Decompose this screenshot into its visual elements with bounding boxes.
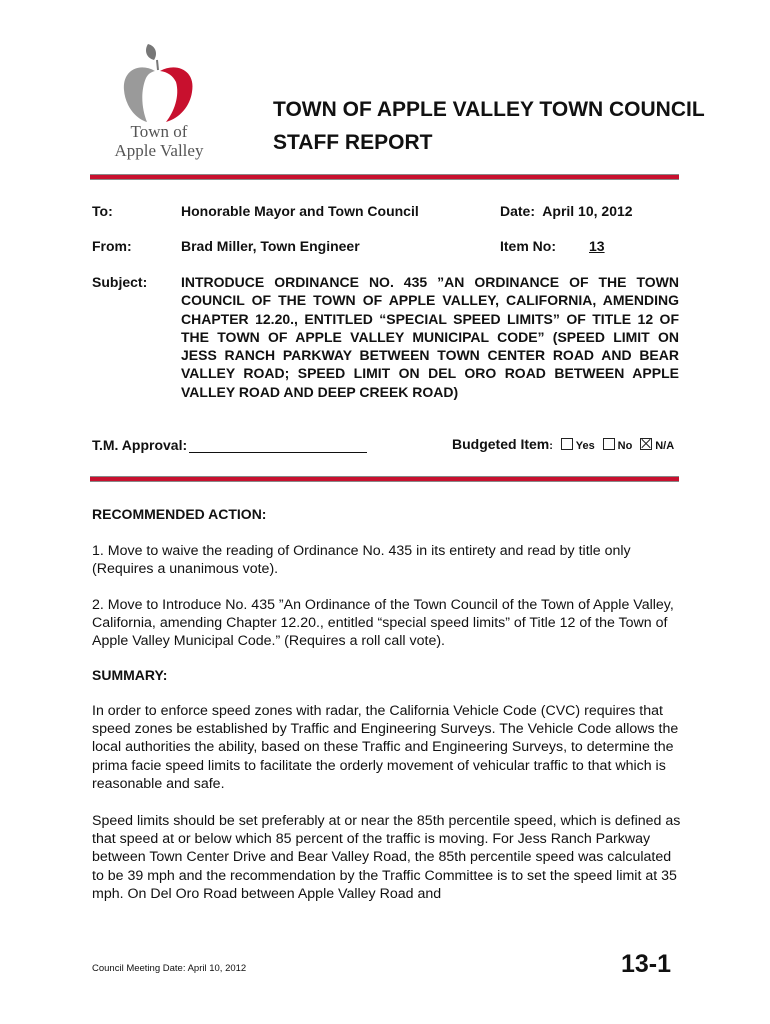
budgeted-item bbox=[452, 436, 674, 452]
from-label: From: bbox=[92, 238, 132, 254]
summary-paragraph-1: In order to enforce speed zones with radar, the California Vehicle Code (CVC) requires that speed zones be established by Traffic and Engineering Surveys. The Vehicle Code allows the local authorities the ability, based on these Traffic and Engineering Surveys, to determine the prima facie speed limits to facilitate the orderly movement of vehicular traffic to that which is reasonable and safe. bbox=[92, 703, 679, 792]
na-label: N/A bbox=[655, 440, 675, 452]
tm-approval-label: T.M. Approval: bbox=[92, 437, 188, 453]
budget-label: Budgeted Item bbox=[452, 436, 550, 452]
no-label: No bbox=[617, 440, 633, 452]
tm-approval-signature-line[interactable] bbox=[189, 438, 367, 453]
tm-approval bbox=[92, 437, 367, 453]
from-value: Brad Miller, Town Engineer bbox=[181, 238, 360, 254]
yes-label: Yes bbox=[575, 440, 595, 452]
no-checkbox[interactable] bbox=[603, 438, 615, 450]
subject-text: INTRODUCE ORDINANCE NO. 435 ”AN ORDINANCE OF THE TOWN COUNCIL OF THE TOWN OF APPLE VALLEY, CALIFORNIA, AMENDING CHAPTER 12.20., ENTITLED “SPECIAL SPEED LIMITS” OF TITLE 12 OF THE TOWN OF APPLE VALLEY MUNICIPAL CODE” (SPEED LIMIT ON JESS RANCH PARKWAY BETWEEN TOWN CENTER ROAD AND BEAR VALLEY ROAD; SPEED LIMIT ON DEL ORO ROAD BETWEEN APPLE VALLEY ROAD AND DEEP CREEK ROAD) bbox=[181, 274, 679, 400]
recommended-action-2: 2. Move to Introduce No. 435 ”An Ordinance of the Town Council of the Town of Apple Valley, California, amending Chapter 12.20., entitled “special speed limits” of Title 12 of the Town of Apple Valley Municipal Code.” (Requires a roll call vote). bbox=[92, 597, 674, 650]
item-number: 13 bbox=[589, 238, 605, 254]
section-divider bbox=[90, 476, 679, 482]
item-label: Item No: bbox=[500, 238, 556, 254]
recommended-action-heading: RECOMMENDED ACTION: bbox=[92, 506, 267, 522]
page-title: TOWN OF APPLE VALLEY TOWN COUNCIL STAFF REPORT bbox=[273, 98, 705, 154]
to-label: To: bbox=[92, 203, 113, 219]
summary-paragraph-2: Speed limits should be set preferably at or near the 85th percentile speed, which is defined as that speed at or below which 85 percent of the traffic is moving. For Jess Ranch Parkway between Town Center Drive and Bear Valley Road, the 85th percentile speed was calculated to be 39 mph and the recommendation by the Traffic Committee is to set the speed limit at 35 mph. On Del Oro Road between Apple Valley Road and bbox=[92, 813, 681, 902]
to-value: Honorable Mayor and Town Council bbox=[181, 203, 419, 219]
page-number: 13-1 bbox=[621, 950, 672, 978]
date-field bbox=[500, 202, 633, 220]
logo-line-1: Town of bbox=[130, 122, 188, 141]
date-label: Date: bbox=[500, 203, 536, 219]
yes-checkbox[interactable] bbox=[561, 438, 573, 450]
header-divider bbox=[90, 174, 679, 180]
budget-colon: : bbox=[549, 440, 553, 452]
date-value: April 10, 2012 bbox=[542, 203, 633, 219]
summary-heading: SUMMARY: bbox=[92, 667, 168, 683]
footer-meeting-date: Council Meeting Date: April 10, 2012 bbox=[92, 963, 247, 974]
logo-wordmark bbox=[100, 122, 218, 160]
logo-line-2: Apple Valley bbox=[114, 141, 204, 160]
recommended-action-1: 1. Move to waive the reading of Ordinance No. 435 in its entirety and read by title only (Requires a unanimous vote). bbox=[92, 543, 631, 578]
subject-label: Subject: bbox=[92, 274, 148, 290]
na-checkbox[interactable] bbox=[640, 438, 652, 450]
